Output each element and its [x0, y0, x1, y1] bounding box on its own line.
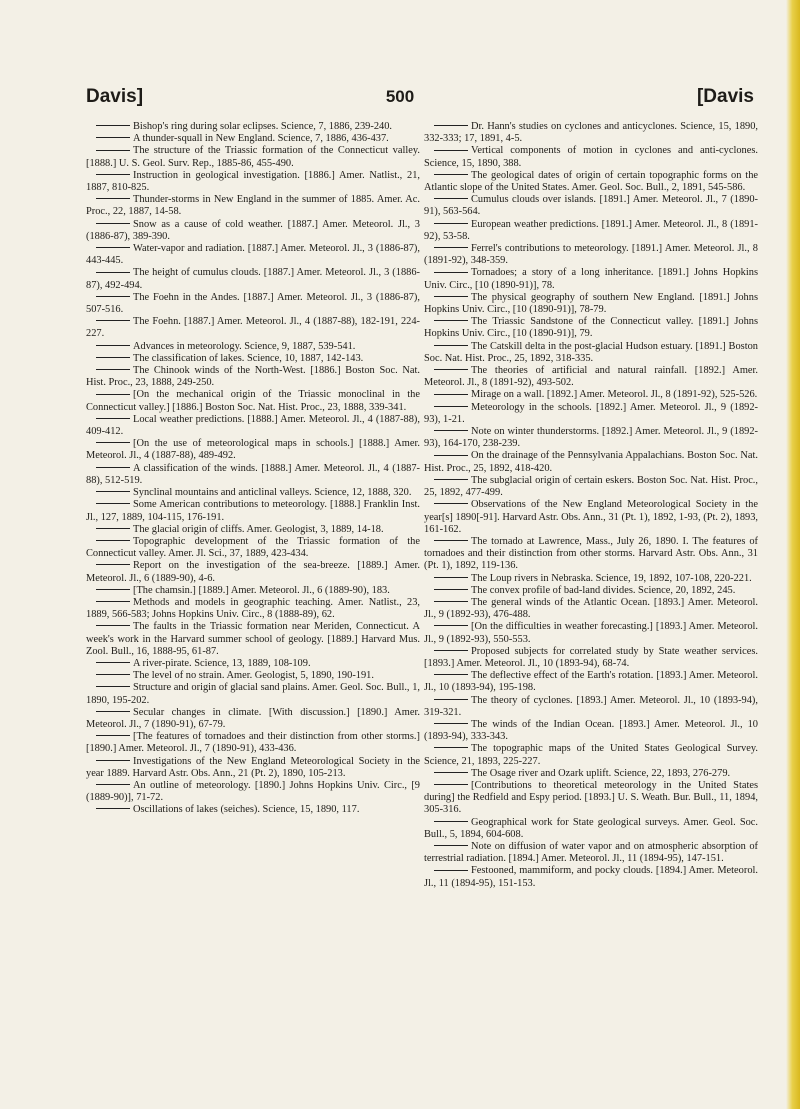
- ditto-dash: [96, 137, 130, 138]
- bibliography-entry: [424, 316, 758, 340]
- entry-text: Festooned, mammiform, and pocky clouds. [1894.] Amer. Meteorol. Jl., 11 (1894-95), 151-153.: [424, 865, 758, 889]
- entry-text: Some American contributions to meteorology. [1888.] Franklin Inst. Jl., 127, 1889, 104-115, 176-191.: [86, 499, 420, 523]
- ditto-dash: [434, 125, 468, 126]
- bibliography-entry: [86, 414, 420, 438]
- ditto-dash: [96, 320, 130, 321]
- ditto-dash: [96, 125, 130, 126]
- ditto-dash: [96, 296, 130, 297]
- ditto-dash: [434, 503, 468, 504]
- ditto-dash: [96, 808, 130, 809]
- bibliography-entry: [424, 194, 758, 218]
- entry-text: Snow as a cause of cold weather. [1887.] Amer. Meteorol. Jl., 3 (1886-87), 389-390.: [86, 218, 420, 242]
- bibliography-entry: [86, 365, 420, 389]
- ditto-dash: [434, 747, 468, 748]
- ditto-dash: [434, 479, 468, 480]
- bibliography-entry: [424, 646, 758, 670]
- entry-text: Note on winter thunderstorms. [1892.] Amer. Meteorol. Jl., 9 (1892-93), 164-170, 238-239.: [424, 426, 758, 450]
- entry-text: An outline of meteorology. [1890.] Johns Hopkins Univ. Circ., [9 (1889-90)], 71-72.: [86, 779, 420, 804]
- entry-text: A river-pirate. Science, 13, 1889, 108-109.: [133, 657, 311, 669]
- entry-text: Geographical work for State geological surveys. Amer. Geol. Soc. Bull., 5, 1894, 604-608.: [424, 816, 758, 840]
- bibliography-entry: [86, 341, 420, 353]
- bibliography-entry: [424, 267, 758, 291]
- entry-text: Dr. Hann's studies on cyclones and anticyclones. Science, 15, 1890, 332-333; 17, 1891, 4-5.: [424, 121, 758, 145]
- entry-text: Cumulus clouds over islands. [1891.] Amer. Meteorol. Jl., 7 (1890-91), 563-564.: [424, 194, 758, 218]
- bibliography-entry: [86, 682, 420, 706]
- entry-text: Meteorology in the schools. [1892.] Amer. Meteorol. Jl., 9 (1892-93), 1-21.: [424, 401, 758, 425]
- entry-text: Vertical components of motion in cyclones and anti-cyclones. Science, 15, 1890, 388.: [424, 145, 758, 169]
- ditto-dash: [96, 467, 130, 468]
- bibliography-entry: [86, 707, 420, 731]
- entry-text: Instruction in geological investigation. [1886.] Amer. Natlist., 21, 1887, 810-825.: [86, 169, 420, 194]
- entry-text: The height of cumulus clouds. [1887.] Amer. Meteorol. Jl., 3 (1886-87), 492-494.: [86, 267, 420, 291]
- ditto-dash: [96, 662, 130, 663]
- entry-text: [The features of tornadoes and their distinction from other storms.] [1890.] Amer. Meteorol. Jl., 7 (1890-91), 433-436.: [86, 731, 420, 755]
- bibliography-entry: [86, 292, 420, 316]
- bibliography-entry: [86, 267, 420, 291]
- entry-text: The topographic maps of the United States Geological Survey. Science, 21, 1893, 225-227.: [424, 743, 758, 767]
- entry-text: A thunder-squall in New England. Science, 7, 1886, 436-437.: [133, 133, 389, 145]
- bibliography-entry: [86, 389, 420, 413]
- bibliography-entry: [424, 145, 758, 169]
- bibliography-entry: [86, 780, 420, 804]
- entry-text: The Chinook winds of the North-West. [1886.] Boston Soc. Nat. Hist. Proc., 23, 1888, 249-250.: [86, 365, 420, 389]
- bibliography-entry: [424, 121, 758, 145]
- ditto-dash: [96, 784, 130, 785]
- bibliography-entry: [86, 621, 420, 658]
- ditto-dash: [434, 406, 468, 407]
- bibliography-entry: [424, 841, 758, 865]
- ditto-dash: [96, 357, 130, 358]
- bibliography-entry: [424, 243, 758, 267]
- entry-text: Proposed subjects for correlated study by State weather services. [1893.] Amer. Meteorol. Jl., 10 (1893-94), 68-74.: [424, 645, 758, 669]
- entry-text: The faults in the Triassic formation near Meriden, Connecticut. A week's work in the Harvard summer school of geology. [1889.] Harvard Mus. Zool. Bull., 16, 1888-95, 61-87.: [86, 621, 420, 657]
- entry-text: The subglacial origin of certain eskers. Boston Soc. Nat. Hist. Proc., 25, 1892, 477-499.: [424, 474, 758, 499]
- ditto-dash: [96, 418, 130, 419]
- entry-text: Note on diffusion of water vapor and on atmospheric absorption of terrestrial radiation. [1894.] Amer. Meteorol. Jl., 11 (1894-95), 147-151.: [424, 840, 758, 865]
- entry-text: The theories of artificial and natural rainfall. [1892.] Amer. Meteorol. Jl., 8 (1891-92), 493-502.: [424, 365, 758, 389]
- entry-text: The geological dates of origin of certain topographic forms on the Atlantic slope of the United States. Amer. Geol. Soc. Bull., 2, 1891, 545-586.: [424, 169, 758, 194]
- entry-text: Mirage on a wall. [1892.] Amer. Meteorol. Jl., 8 (1891-92), 525-526.: [471, 389, 758, 401]
- ditto-dash: [434, 455, 468, 456]
- entry-text: Oscillations of lakes (seiches). Science, 15, 1890, 117.: [133, 804, 360, 816]
- bibliography-entry: [86, 658, 420, 670]
- bibliography-entry: [86, 243, 420, 267]
- bibliography-entry: [424, 536, 758, 573]
- ditto-dash: [96, 394, 130, 395]
- right-column: [424, 121, 758, 890]
- ditto-dash: [96, 674, 130, 675]
- header-author-left: Davis]: [86, 86, 144, 107]
- bibliography-entry: [424, 426, 758, 450]
- bibliography-entry: [424, 621, 758, 645]
- ditto-dash: [434, 345, 468, 346]
- bibliography-entry: [424, 365, 758, 389]
- ditto-dash: [96, 247, 130, 248]
- entry-text: Methods and models in geographic teaching. Amer. Natlist., 23, 1889, 566-583; Johns Hopkins Univ. Circ., 8 (1888-89), 62.: [86, 596, 420, 621]
- entry-text: Investigations of the New England Meteorological Society in the year 1889. Harvard Astr. Obs. Ann., 21 (Pt. 2), 1890, 105-213.: [86, 755, 420, 779]
- ditto-dash: [96, 174, 130, 175]
- bibliography-entry: [424, 768, 758, 780]
- ditto-dash: [434, 369, 468, 370]
- ditto-dash: [96, 223, 130, 224]
- ditto-dash: [434, 296, 468, 297]
- bibliography-entry: [424, 719, 758, 743]
- entry-text: Local weather predictions. [1888.] Amer. Meteorol. Jl., 4 (1887-88), 409-412.: [86, 413, 420, 438]
- header-author-right: [Davis: [696, 86, 754, 107]
- ditto-dash: [434, 589, 468, 590]
- ditto-dash: [96, 540, 130, 541]
- entry-text: The Osage river and Ozark uplift. Science, 22, 1893, 276-279.: [471, 767, 731, 779]
- bibliography-entry: [86, 194, 420, 218]
- entry-text: [On the difficulties in weather forecasting.] [1893.] Amer. Meteorol. Jl., 9 (1892-93), 550-553.: [424, 621, 758, 645]
- bibliography-entry: [86, 560, 420, 584]
- entry-text: The Loup rivers in Nebraska. Science, 19, 1892, 107-108, 220-221.: [471, 572, 752, 584]
- ditto-dash: [434, 772, 468, 773]
- ditto-dash: [434, 150, 468, 151]
- entry-text: The theory of cyclones. [1893.] Amer. Meteorol. Jl., 10 (1893-94), 319-321.: [424, 694, 758, 718]
- entry-text: [On the use of meteorological maps in schools.] [1888.] Amer. Meteorol. Jl., 4 (1887-88), 489-492.: [86, 438, 420, 462]
- left-column: [86, 121, 420, 817]
- ditto-dash: [96, 760, 130, 761]
- ditto-dash: [434, 320, 468, 321]
- ditto-dash: [96, 150, 130, 151]
- ditto-dash: [96, 528, 130, 529]
- ditto-dash: [434, 699, 468, 700]
- bibliography-entry: [424, 817, 758, 841]
- ditto-dash: [434, 223, 468, 224]
- bibliography-entry: [424, 389, 758, 401]
- entry-text: Topographic development of the Triassic formation of the Connecticut valley. Amer. Jl. Sci., 37, 1889, 423-434.: [86, 535, 420, 560]
- entry-text: Synclinal mountains and anticlinal valleys. Science, 12, 1888, 320.: [133, 487, 412, 499]
- entry-text: The Triassic Sandstone of the Connecticut valley. [1891.] Johns Hopkins Univ. Circ., [10 (1890-91)], 79.: [424, 316, 758, 340]
- bibliography-entry: [424, 475, 758, 499]
- entry-text: Bishop's ring during solar eclipses. Science, 7, 1886, 239-240.: [133, 121, 393, 132]
- bibliography-entry: [424, 499, 758, 536]
- entry-text: Ferrel's contributions to meteorology. [1891.] Amer. Meteorol. Jl., 8 (1891-92), 348-359.: [424, 243, 758, 267]
- page-edge-tab: [786, 0, 800, 1109]
- ditto-dash: [434, 625, 468, 626]
- bibliography-entry: [424, 670, 758, 694]
- entry-text: Tornadoes; a story of a long inheritance. [1891.] Johns Hopkins Univ. Circ., [10 (1890-91)], 78.: [424, 267, 758, 291]
- bibliography-entry: [86, 316, 420, 340]
- bibliography-entry: [86, 804, 420, 816]
- ditto-dash: [96, 345, 130, 346]
- entry-text: The level of no strain. Amer. Geologist, 5, 1890, 190-191.: [133, 670, 374, 682]
- ditto-dash: [96, 686, 130, 687]
- bibliography-entry: [424, 865, 758, 889]
- bibliography-entry: [86, 499, 420, 523]
- bibliography-entry: [424, 695, 758, 719]
- bibliography-entry: [86, 756, 420, 780]
- bibliography-entry: [86, 219, 420, 243]
- entry-text: The winds of the Indian Ocean. [1893.] Amer. Meteorol. Jl., 10 (1893-94), 333-343.: [424, 718, 758, 743]
- entry-text: The glacial origin of cliffs. Amer. Geologist, 3, 1889, 14-18.: [133, 523, 384, 535]
- ditto-dash: [434, 198, 468, 199]
- ditto-dash: [434, 784, 468, 785]
- ditto-dash: [96, 625, 130, 626]
- ditto-dash: [434, 650, 468, 651]
- bibliography-entry: [86, 585, 420, 597]
- entry-text: A classification of the winds. [1888.] Amer. Meteorol. Jl., 4 (1887-88), 512-519.: [86, 462, 420, 486]
- entry-text: The Catskill delta in the post-glacial Hudson estuary. [1891.] Boston Soc. Nat. Hist. Proc., 25, 1892, 318-335.: [424, 340, 758, 364]
- ditto-dash: [434, 272, 468, 273]
- ditto-dash: [434, 430, 468, 431]
- bibliography-entry: [86, 170, 420, 194]
- ditto-dash: [434, 394, 468, 395]
- entry-text: The convex profile of bad-land divides. Science, 20, 1892, 245.: [471, 584, 736, 596]
- bibliography-entry: [424, 170, 758, 194]
- entry-text: Structure and origin of glacial sand plains. Amer. Geol. Soc. Bull., 1, 1890, 195-202.: [86, 682, 420, 706]
- ditto-dash: [96, 442, 130, 443]
- ditto-dash: [434, 821, 468, 822]
- ditto-dash: [434, 601, 468, 602]
- ditto-dash: [434, 577, 468, 578]
- ditto-dash: [434, 870, 468, 871]
- entry-text: [Contributions to theoretical meteorology in the United States during] the Redfield and Espy period. [1893.] U. S. Weath. Bur. Bull., 11, 1894, 305-316.: [424, 779, 758, 816]
- entry-text: Secular changes in climate. [With discussion.] [1890.] Amer. Meteorol. Jl., 7 (1890-91), 67-79.: [86, 706, 420, 730]
- running-header: [0, 86, 800, 116]
- entry-text: The Foehn. [1887.] Amer. Meteorol. Jl., 4 (1887-88), 182-191, 224-227.: [86, 316, 420, 340]
- bibliography-entry: [86, 487, 420, 499]
- entry-text: European weather predictions. [1891.] Amer. Meteorol. Jl., 8 (1891-92), 53-58.: [424, 218, 758, 242]
- ditto-dash: [96, 198, 130, 199]
- page-number: 500: [385, 87, 415, 106]
- entry-text: Thunder-storms in New England in the summer of 1885. Amer. Ac. Proc., 22, 1887, 14-58.: [86, 194, 420, 218]
- bibliography-entry: [86, 353, 420, 365]
- entry-text: [The chamsin.] [1889.] Amer. Meteorol. Jl., 6 (1889-90), 183.: [133, 584, 390, 596]
- entry-text: The physical geography of southern New England. [1891.] Johns Hopkins Univ. Circ., [10 (1890-91)], 78-79.: [424, 291, 758, 316]
- bibliography-entry: [424, 292, 758, 316]
- bibliography-entry: [86, 438, 420, 462]
- ditto-dash: [434, 674, 468, 675]
- ditto-dash: [96, 503, 130, 504]
- entry-text: The deflective effect of the Earth's rotation. [1893.] Amer. Meteorol. Jl., 10 (1893-94), 195-198.: [424, 670, 758, 694]
- entry-text: The general winds of the Atlantic Ocean. [1893.] Amer. Meteorol. Jl., 9 (1892-93), 476-488.: [424, 596, 758, 621]
- bibliography-entry: [424, 341, 758, 365]
- entry-text: The classification of lakes. Science, 10, 1887, 142-143.: [133, 352, 364, 364]
- bibliography-entry: [86, 536, 420, 560]
- ditto-dash: [96, 735, 130, 736]
- entry-text: The structure of the Triassic formation of the Connecticut valley. [1888.] U. S. Geol. Surv. Rep., 1885-86, 455-490.: [86, 145, 420, 169]
- entry-text: Water-vapor and radiation. [1887.] Amer. Meteorol. Jl., 3 (1886-87), 443-445.: [86, 243, 420, 267]
- bibliography-entry: [424, 573, 758, 585]
- bibliography-entry: [424, 585, 758, 597]
- bibliography-entry: [86, 463, 420, 487]
- entry-text: On the drainage of the Pennsylvania Appalachians. Boston Soc. Nat. Hist. Proc., 25, 1892, 418-420.: [424, 450, 758, 474]
- bibliography-entry: [86, 145, 420, 169]
- ditto-dash: [434, 723, 468, 724]
- bibliography-entry: [424, 780, 758, 817]
- entry-text: The Foehn in the Andes. [1887.] Amer. Meteorol. Jl., 3 (1886-87), 507-516.: [86, 291, 420, 316]
- ditto-dash: [96, 564, 130, 565]
- bibliography-entry: [424, 597, 758, 621]
- ditto-dash: [434, 174, 468, 175]
- bibliography-entry: [86, 670, 420, 682]
- bibliography-entry: [86, 133, 420, 145]
- bibliography-entry: [424, 219, 758, 243]
- entry-text: [On the mechanical origin of the Triassic monoclinal in the Connecticut valley.] [1886.] Boston Soc. Nat. Hist. Proc., 23, 1888, 339-341.: [86, 389, 420, 413]
- ditto-dash: [434, 540, 468, 541]
- ditto-dash: [96, 711, 130, 712]
- entry-text: The tornado at Lawrence, Mass., July 26, 1890. I. The features of tornadoes and their distinction from other storms. Harvard Astr. Obs. Ann., 31 (Pt. 1), 1892, 119-136.: [424, 535, 758, 572]
- bibliography-entry: [424, 402, 758, 426]
- entry-text: Observations of the New England Meteorological Society in the year[s] 1890[-91]. Harvard Astr. Obs. Ann., 31 (Pt. 1), 1892, 1-93, (Pt. 2), 1893, 161-162.: [424, 499, 758, 535]
- bibliography-entry: [424, 743, 758, 767]
- entry-text: Report on the investigation of the sea-breeze. [1889.] Amer. Meteorol. Jl., 6 (1889-90), 4-6.: [86, 560, 420, 584]
- bibliography-entry: [86, 121, 420, 133]
- ditto-dash: [434, 247, 468, 248]
- ditto-dash: [96, 491, 130, 492]
- ditto-dash: [96, 369, 130, 370]
- ditto-dash: [96, 601, 130, 602]
- bibliography-entry: [86, 597, 420, 621]
- ditto-dash: [434, 845, 468, 846]
- bibliography-entry: [86, 524, 420, 536]
- ditto-dash: [96, 589, 130, 590]
- entry-text: Advances in meteorology. Science, 9, 1887, 539-541.: [133, 340, 356, 352]
- bibliography-entry: [424, 450, 758, 474]
- ditto-dash: [96, 272, 130, 273]
- bibliography-entry: [86, 731, 420, 755]
